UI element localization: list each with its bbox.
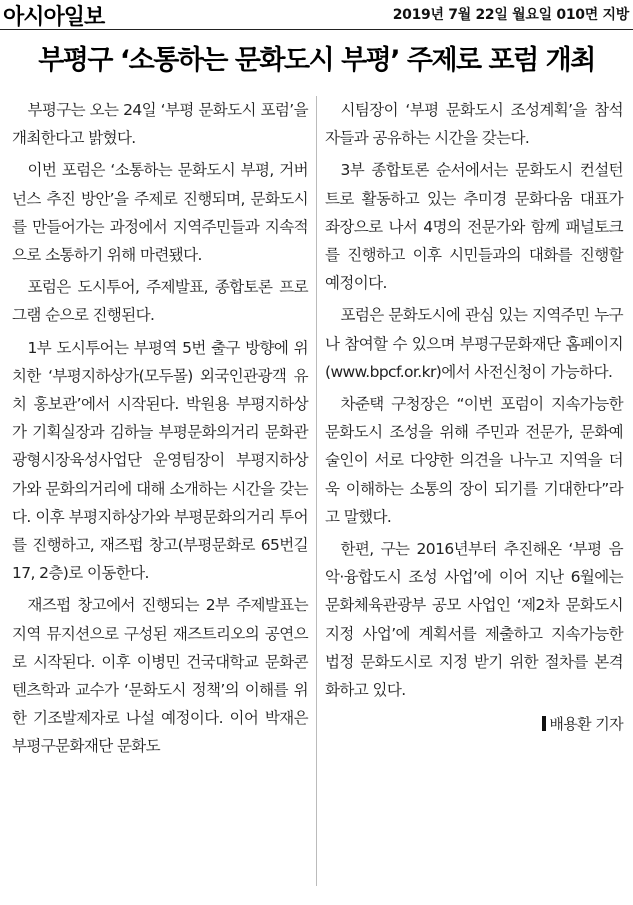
- paragraph: 부평구는 오는 24일 ‘부평 문화도시 포럼’을 개최한다고 밝혔다.: [12, 101, 308, 148]
- newspaper-name: 아시아일보: [3, 5, 105, 30]
- byline-bar: [542, 716, 546, 731]
- paragraph: 포럼은 문화도시에 관심 있는 지역주민 누구나 참여할 수 있으며 부평구문화재단 홈페이지(www.bpcf.or.kr)에서 사전신청이 가능하다.: [325, 306, 623, 381]
- paragraph: 차준택 구청장은 “이번 포럼이 지속가능한 문화도시 조성을 위해 주민과 전문가, 문화예술인이 서로 다양한 의견을 나누고 지역을 더욱 이해하는 소통의 장이 되기를 기대한다”라고 말했다.: [325, 395, 623, 526]
- paragraph: 이번 포럼은 ‘소통하는 문화도시 부평, 거버넌스 추진 방안’을 주제로 진행되며, 문화도시를 만들어가는 과정에서 지역주민들과 지속적으로 소통하기 위해 마련됐다.: [12, 161, 308, 265]
- paragraph: 재즈펍 창고에서 진행되는 2부 주제발표는 지역 뮤지션으로 구성된 재즈트리오의 공연으로 시작된다. 이후 이병민 건국대학교 문화콘텐츠학과 교수가 ‘문화도시 정책’의 이해를 위한 기조발제자로 나설 예정이다. 이어 박재은 부평구문화재단 문화도: [12, 596, 308, 756]
- article-headline: 부평구 ‘소통하는 문화도시 부평’ 주제로 포럼 개최: [38, 45, 595, 76]
- article-column-right: [325, 96, 623, 742]
- paragraph: 1부 도시투어는 부평역 5번 출구 방향에 위치한 ‘부평지하상가(모두몰) 외국인관광객 유치 홍보관’에서 시작된다. 박원용 부평지하상가 기획실장과 김하늘 부평문화의거리 문화관광형시장육성사업단 운영팀장이 부평지하상가와 문화의거리에 대해 소개하는 시간을 갖는다. 이후 부평지하상가와 부평문화의거리 투어를 진행하고, 재즈펍 창고(부평문화로 65번길 17, 2층)로 이동한다.: [12, 338, 308, 583]
- paragraph: 포럼은 도시투어, 주제발표, 종합토론 프로그램 순으로 진행된다.: [12, 278, 308, 325]
- paragraph: 시팀장이 ‘부평 문화도시 조성계획’을 참석자들과 공유하는 시간을 갖는다.: [325, 101, 623, 148]
- column-divider: [316, 96, 317, 886]
- byline: [325, 710, 623, 738]
- article-column-left: [12, 96, 308, 765]
- masthead: [0, 0, 633, 30]
- paragraph: 한편, 구는 2016년부터 추진해온 ‘부평 음악·융합도시 조성 사업’에 이어 지난 6월에는 문화체육관광부 공모 사업인 ‘제2차 문화도시 지정 사업’에 계획서를 제출하고 지속가능한 법정 문화도시로 지정 받기 위한 절차를 본격화하고 있다.: [325, 540, 623, 700]
- paragraph: 3부 종합토론 순서에서는 문화도시 컨설턴트로 활동하고 있는 추미경 문화다움 대표가 좌장으로 나서 4명의 전문가와 함께 패널토크를 진행하고 이후 시민들과의 대화를 진행할 예정이다.: [325, 161, 623, 293]
- dateline: 2019년 7월 22일 월요일 010면 지방: [392, 7, 629, 23]
- reporter-name: 배용환 기자: [549, 715, 623, 734]
